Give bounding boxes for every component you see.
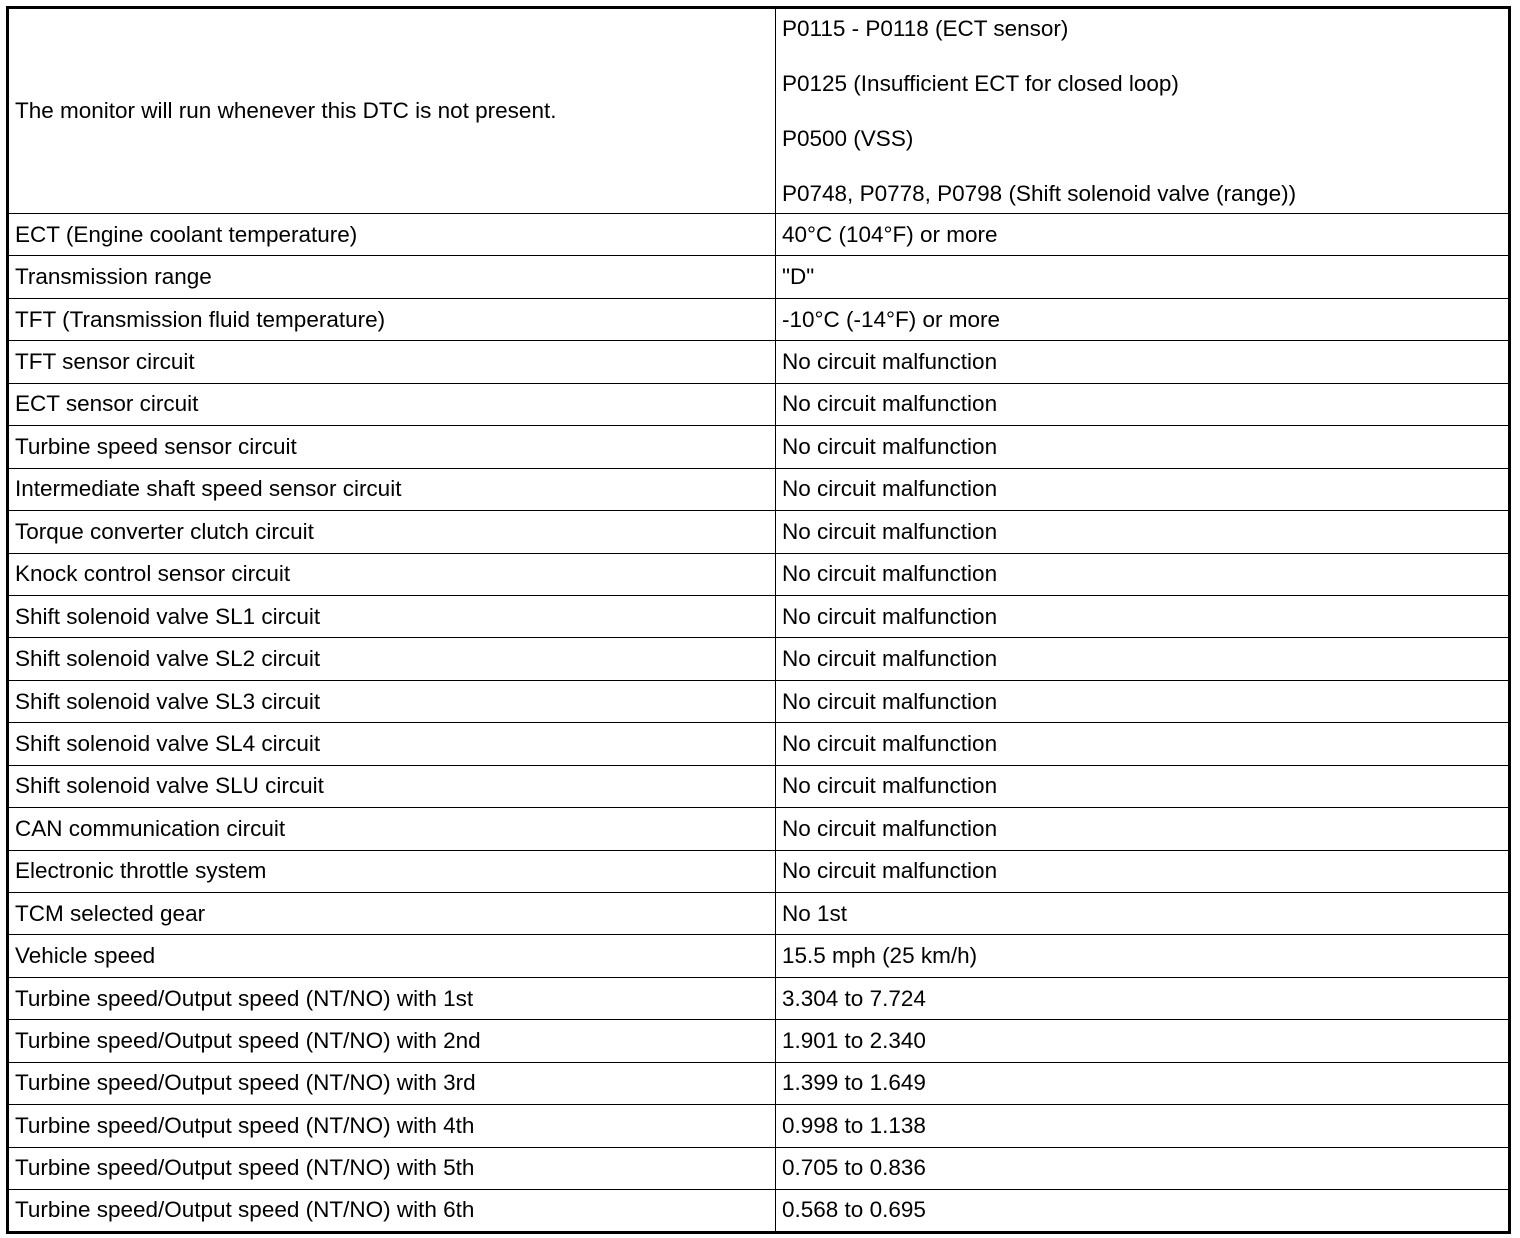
condition-value: 0.568 to 0.695 <box>776 1190 1510 1232</box>
condition-item: Shift solenoid valve SL3 circuit <box>8 680 776 722</box>
condition-value: No circuit malfunction <box>776 511 1510 553</box>
condition-item: Torque converter clutch circuit <box>8 511 776 553</box>
table-row <box>8 214 1510 256</box>
condition-item: Shift solenoid valve SL1 circuit <box>8 595 776 637</box>
dtc-condition-text: The monitor will run whenever this DTC is not present. <box>8 8 776 214</box>
table-row <box>8 511 1510 553</box>
condition-item: Shift solenoid valve SL4 circuit <box>8 723 776 765</box>
table-row <box>8 723 1510 765</box>
table-row <box>8 1190 1510 1232</box>
condition-value: No circuit malfunction <box>776 765 1510 807</box>
table-row <box>8 298 1510 340</box>
condition-item: Vehicle speed <box>8 935 776 977</box>
condition-value: No circuit malfunction <box>776 341 1510 383</box>
condition-item: Turbine speed/Output speed (NT/NO) with 2nd <box>8 1020 776 1062</box>
condition-item: TFT (Transmission fluid temperature) <box>8 298 776 340</box>
table-row <box>8 1105 1510 1147</box>
condition-value: 40°C (104°F) or more <box>776 214 1510 256</box>
condition-value: No circuit malfunction <box>776 553 1510 595</box>
table-row <box>8 256 1510 298</box>
condition-item: Shift solenoid valve SL2 circuit <box>8 638 776 680</box>
condition-item: Transmission range <box>8 256 776 298</box>
table-row <box>8 893 1510 935</box>
table-row <box>8 468 1510 510</box>
condition-value: 3.304 to 7.724 <box>776 977 1510 1019</box>
condition-item: Shift solenoid valve SLU circuit <box>8 765 776 807</box>
condition-value: 1.901 to 2.340 <box>776 1020 1510 1062</box>
table-row <box>8 383 1510 425</box>
table-body <box>8 8 1510 1233</box>
condition-value: 0.998 to 1.138 <box>776 1105 1510 1147</box>
condition-value: "D" <box>776 256 1510 298</box>
table-row <box>8 680 1510 722</box>
table-row <box>8 977 1510 1019</box>
table-row <box>8 638 1510 680</box>
condition-value: 1.399 to 1.649 <box>776 1062 1510 1104</box>
condition-value: No circuit malfunction <box>776 383 1510 425</box>
condition-item: CAN communication circuit <box>8 808 776 850</box>
table-row <box>8 426 1510 468</box>
table-row <box>8 808 1510 850</box>
condition-value: No circuit malfunction <box>776 426 1510 468</box>
condition-value: No circuit malfunction <box>776 808 1510 850</box>
condition-value: No circuit malfunction <box>776 468 1510 510</box>
conditions-table <box>6 6 1511 1234</box>
condition-value: 15.5 mph (25 km/h) <box>776 935 1510 977</box>
condition-value: No circuit malfunction <box>776 680 1510 722</box>
condition-item: ECT sensor circuit <box>8 383 776 425</box>
table-row <box>8 935 1510 977</box>
condition-value: No 1st <box>776 893 1510 935</box>
condition-item: ECT (Engine coolant temperature) <box>8 214 776 256</box>
dtc-item: P0500 (VSS) <box>782 125 914 151</box>
condition-item: TCM selected gear <box>8 893 776 935</box>
table-row <box>8 850 1510 892</box>
table-row <box>8 1147 1510 1189</box>
dtc-list-cell <box>776 8 1510 214</box>
table-row <box>8 1062 1510 1104</box>
condition-item: Turbine speed/Output speed (NT/NO) with 6th <box>8 1190 776 1232</box>
table-row <box>8 553 1510 595</box>
condition-item: Knock control sensor circuit <box>8 553 776 595</box>
condition-item: Turbine speed/Output speed (NT/NO) with 5th <box>8 1147 776 1189</box>
condition-item: Intermediate shaft speed sensor circuit <box>8 468 776 510</box>
condition-item: Turbine speed/Output speed (NT/NO) with 3rd <box>8 1062 776 1104</box>
condition-item: Electronic throttle system <box>8 850 776 892</box>
condition-item: Turbine speed/Output speed (NT/NO) with 4th <box>8 1105 776 1147</box>
dtc-condition-row <box>8 8 1510 214</box>
condition-item: Turbine speed/Output speed (NT/NO) with 1st <box>8 977 776 1019</box>
table-row <box>8 595 1510 637</box>
condition-value: No circuit malfunction <box>776 595 1510 637</box>
condition-value: -10°C (-14°F) or more <box>776 298 1510 340</box>
dtc-item: P0748, P0778, P0798 (Shift solenoid valve (range)) <box>782 180 1297 206</box>
dtc-item: P0115 - P0118 (ECT sensor) <box>782 15 1069 41</box>
dtc-item: P0125 (Insufficient ECT for closed loop) <box>782 70 1179 96</box>
condition-item: TFT sensor circuit <box>8 341 776 383</box>
condition-item: Turbine speed sensor circuit <box>8 426 776 468</box>
table-row <box>8 765 1510 807</box>
table-row <box>8 341 1510 383</box>
condition-value: 0.705 to 0.836 <box>776 1147 1510 1189</box>
condition-value: No circuit malfunction <box>776 850 1510 892</box>
table-row <box>8 1020 1510 1062</box>
condition-value: No circuit malfunction <box>776 638 1510 680</box>
condition-value: No circuit malfunction <box>776 723 1510 765</box>
